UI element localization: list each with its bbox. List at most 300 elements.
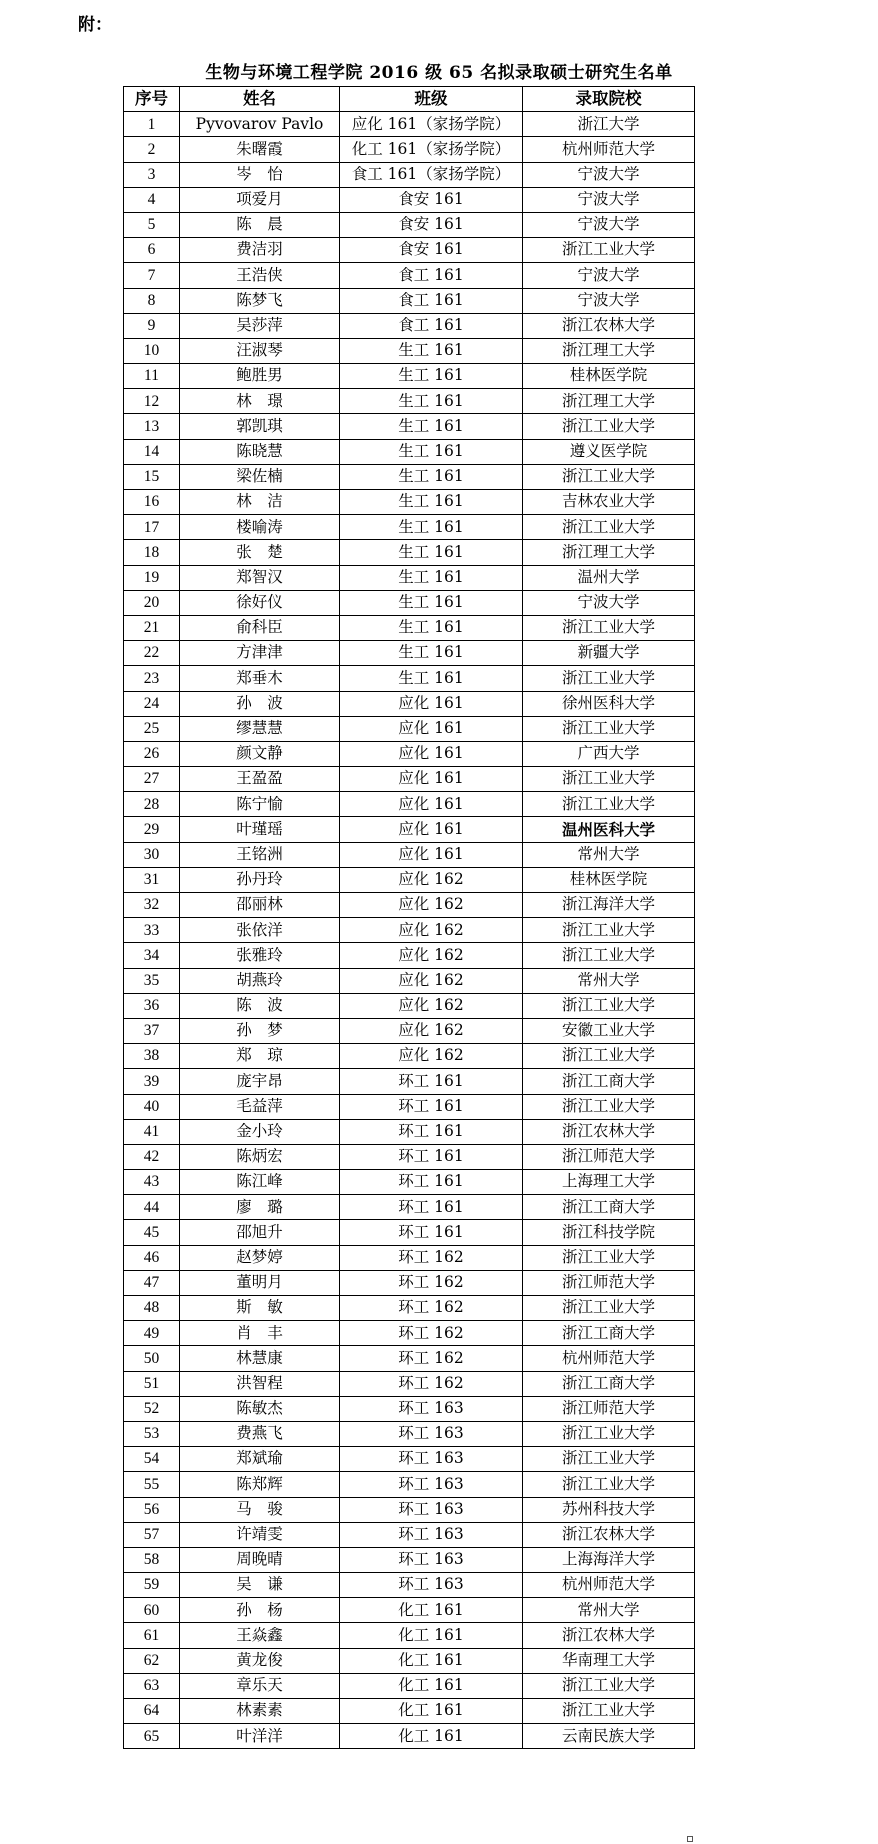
cell-class: 应化 162 <box>340 993 523 1018</box>
cell-class: 环工 161 <box>340 1069 523 1094</box>
table-row <box>124 1699 695 1724</box>
cell-name: 王焱鑫 <box>180 1623 340 1648</box>
cell-index: 19 <box>124 565 180 590</box>
table-header-row <box>124 87 695 112</box>
cell-university: 温州医科大学 <box>523 817 695 842</box>
cell-name: 周晚晴 <box>180 1547 340 1572</box>
table-row <box>124 590 695 615</box>
cell-index: 39 <box>124 1069 180 1094</box>
cell-name: 方津津 <box>180 641 340 666</box>
table-row <box>124 1522 695 1547</box>
cell-name: 郑垂木 <box>180 666 340 691</box>
cell-class: 食工 161 <box>340 288 523 313</box>
cell-university: 浙江工业大学 <box>523 666 695 691</box>
cell-name: 孙 波 <box>180 691 340 716</box>
cell-university: 浙江农林大学 <box>523 1119 695 1144</box>
cell-index: 27 <box>124 767 180 792</box>
cell-class: 应化 161 <box>340 767 523 792</box>
cell-class: 环工 162 <box>340 1321 523 1346</box>
cell-class: 环工 163 <box>340 1497 523 1522</box>
cell-name: 吴 谦 <box>180 1573 340 1598</box>
cell-index: 28 <box>124 792 180 817</box>
cell-university: 桂林医学院 <box>523 867 695 892</box>
cell-university: 吉林农业大学 <box>523 490 695 515</box>
cell-index: 2 <box>124 137 180 162</box>
cell-index: 20 <box>124 590 180 615</box>
cell-university: 浙江工商大学 <box>523 1069 695 1094</box>
cell-class: 应化 162 <box>340 1044 523 1069</box>
table-body <box>124 112 695 1749</box>
cell-university: 宁波大学 <box>523 162 695 187</box>
cell-university: 浙江工业大学 <box>523 238 695 263</box>
cell-class: 生工 161 <box>340 615 523 640</box>
table-row <box>124 691 695 716</box>
cell-index: 10 <box>124 338 180 363</box>
cell-university: 浙江工业大学 <box>523 1673 695 1698</box>
cell-class: 应化 161 <box>340 792 523 817</box>
cell-university: 浙江工商大学 <box>523 1321 695 1346</box>
cell-index: 64 <box>124 1699 180 1724</box>
cell-index: 50 <box>124 1346 180 1371</box>
cell-index: 63 <box>124 1673 180 1698</box>
cell-index: 18 <box>124 540 180 565</box>
page-corner-marker <box>687 1836 693 1842</box>
cell-university: 常州大学 <box>523 1598 695 1623</box>
cell-index: 29 <box>124 817 180 842</box>
cell-class: 生工 161 <box>340 590 523 615</box>
cell-university: 浙江师范大学 <box>523 1396 695 1421</box>
cell-class: 应化 161 <box>340 817 523 842</box>
cell-class: 环工 162 <box>340 1371 523 1396</box>
cell-university: 宁波大学 <box>523 288 695 313</box>
cell-index: 58 <box>124 1547 180 1572</box>
cell-index: 21 <box>124 615 180 640</box>
cell-index: 55 <box>124 1472 180 1497</box>
cell-index: 61 <box>124 1623 180 1648</box>
header-university: 录取院校 <box>523 87 695 112</box>
cell-university: 浙江海洋大学 <box>523 893 695 918</box>
table-row <box>124 1018 695 1043</box>
cell-class: 化工 161（家扬学院） <box>340 137 523 162</box>
cell-class: 环工 163 <box>340 1396 523 1421</box>
cell-university: 云南民族大学 <box>523 1724 695 1749</box>
cell-name: 孙丹玲 <box>180 867 340 892</box>
table-row <box>124 1094 695 1119</box>
cell-name: 廖 璐 <box>180 1195 340 1220</box>
cell-index: 47 <box>124 1270 180 1295</box>
cell-class: 应化 161 <box>340 842 523 867</box>
table-row <box>124 1724 695 1749</box>
document-title: 生物与环境工程学院 2016 级 65 名拟录取硕士研究生名单 <box>205 63 673 83</box>
cell-index: 49 <box>124 1321 180 1346</box>
cell-name: 毛益萍 <box>180 1094 340 1119</box>
cell-university: 安徽工业大学 <box>523 1018 695 1043</box>
cell-index: 17 <box>124 515 180 540</box>
cell-name: 项爱月 <box>180 187 340 212</box>
cell-class: 食工 161 <box>340 313 523 338</box>
cell-university: 浙江农林大学 <box>523 1522 695 1547</box>
cell-name: 黄龙俊 <box>180 1648 340 1673</box>
cell-name: 郑智汉 <box>180 565 340 590</box>
table-row <box>124 137 695 162</box>
table-row <box>124 212 695 237</box>
header-name: 姓名 <box>180 87 340 112</box>
cell-name: 俞科臣 <box>180 615 340 640</box>
table-row <box>124 338 695 363</box>
table-row <box>124 1421 695 1446</box>
cell-class: 应化 161 <box>340 741 523 766</box>
table-row <box>124 943 695 968</box>
cell-index: 31 <box>124 867 180 892</box>
cell-index: 32 <box>124 893 180 918</box>
cell-class: 环工 163 <box>340 1522 523 1547</box>
cell-index: 14 <box>124 439 180 464</box>
cell-class: 应化 162 <box>340 918 523 943</box>
cell-index: 56 <box>124 1497 180 1522</box>
cell-index: 60 <box>124 1598 180 1623</box>
table-row <box>124 641 695 666</box>
cell-class: 化工 161 <box>340 1648 523 1673</box>
cell-name: 王浩侠 <box>180 263 340 288</box>
table-row <box>124 1547 695 1572</box>
table-row <box>124 1673 695 1698</box>
cell-name: 郑 琼 <box>180 1044 340 1069</box>
table-row <box>124 1346 695 1371</box>
cell-class: 化工 161 <box>340 1724 523 1749</box>
cell-index: 11 <box>124 364 180 389</box>
cell-university: 浙江工业大学 <box>523 716 695 741</box>
table-row <box>124 162 695 187</box>
cell-university: 温州大学 <box>523 565 695 590</box>
cell-university: 浙江工业大学 <box>523 1699 695 1724</box>
cell-index: 4 <box>124 187 180 212</box>
cell-class: 应化 162 <box>340 867 523 892</box>
cell-name: 岑 怡 <box>180 162 340 187</box>
cell-class: 环工 161 <box>340 1220 523 1245</box>
table-row <box>124 288 695 313</box>
cell-name: 王铭洲 <box>180 842 340 867</box>
cell-name: 陈 晨 <box>180 212 340 237</box>
cell-university: 浙江工业大学 <box>523 1472 695 1497</box>
cell-university: 遵义医学院 <box>523 439 695 464</box>
cell-class: 食工 161（家扬学院） <box>340 162 523 187</box>
cell-class: 应化 161 <box>340 716 523 741</box>
cell-index: 54 <box>124 1447 180 1472</box>
table-row <box>124 313 695 338</box>
cell-index: 44 <box>124 1195 180 1220</box>
cell-name: 吴莎萍 <box>180 313 340 338</box>
table-row <box>124 1170 695 1195</box>
cell-class: 环工 163 <box>340 1573 523 1598</box>
cell-class: 食工 161 <box>340 263 523 288</box>
cell-name: 徐好仪 <box>180 590 340 615</box>
table-row <box>124 1472 695 1497</box>
cell-name: 林 洁 <box>180 490 340 515</box>
cell-class: 生工 161 <box>340 641 523 666</box>
table-row <box>124 1447 695 1472</box>
cell-index: 37 <box>124 1018 180 1043</box>
cell-class: 环工 162 <box>340 1296 523 1321</box>
cell-class: 生工 161 <box>340 666 523 691</box>
cell-name: Pyvovarov Pavlo <box>180 112 340 137</box>
table-row <box>124 490 695 515</box>
cell-university: 浙江科技学院 <box>523 1220 695 1245</box>
cell-index: 38 <box>124 1044 180 1069</box>
cell-class: 生工 161 <box>340 490 523 515</box>
table-row <box>124 540 695 565</box>
cell-class: 环工 161 <box>340 1144 523 1169</box>
cell-index: 41 <box>124 1119 180 1144</box>
table-row <box>124 792 695 817</box>
cell-index: 24 <box>124 691 180 716</box>
cell-name: 陈江峰 <box>180 1170 340 1195</box>
cell-university: 华南理工大学 <box>523 1648 695 1673</box>
table-row <box>124 439 695 464</box>
cell-name: 楼喻涛 <box>180 515 340 540</box>
cell-name: 胡燕玲 <box>180 968 340 993</box>
cell-university: 浙江大学 <box>523 112 695 137</box>
cell-index: 36 <box>124 993 180 1018</box>
cell-class: 环工 163 <box>340 1421 523 1446</box>
cell-index: 7 <box>124 263 180 288</box>
cell-class: 环工 161 <box>340 1170 523 1195</box>
cell-name: 孙 杨 <box>180 1598 340 1623</box>
table-row <box>124 1396 695 1421</box>
cell-name: 鲍胜男 <box>180 364 340 389</box>
cell-university: 浙江工业大学 <box>523 1044 695 1069</box>
cell-index: 13 <box>124 414 180 439</box>
cell-index: 45 <box>124 1220 180 1245</box>
cell-class: 生工 161 <box>340 389 523 414</box>
cell-index: 43 <box>124 1170 180 1195</box>
cell-university: 浙江农林大学 <box>523 313 695 338</box>
cell-university: 杭州师范大学 <box>523 1573 695 1598</box>
header-index: 序号 <box>124 87 180 112</box>
table-row <box>124 1119 695 1144</box>
cell-university: 浙江师范大学 <box>523 1270 695 1295</box>
table-row <box>124 1195 695 1220</box>
cell-name: 颜文静 <box>180 741 340 766</box>
table-row <box>124 263 695 288</box>
cell-university: 宁波大学 <box>523 212 695 237</box>
table-row <box>124 238 695 263</box>
cell-name: 林素素 <box>180 1699 340 1724</box>
cell-name: 叶瑾瑶 <box>180 817 340 842</box>
cell-university: 浙江工业大学 <box>523 1447 695 1472</box>
cell-university: 浙江理工大学 <box>523 389 695 414</box>
cell-university: 浙江工业大学 <box>523 1296 695 1321</box>
cell-university: 浙江工商大学 <box>523 1195 695 1220</box>
cell-name: 庞宇昂 <box>180 1069 340 1094</box>
cell-university: 常州大学 <box>523 842 695 867</box>
cell-name: 马 骏 <box>180 1497 340 1522</box>
admission-table-container <box>123 86 695 1749</box>
cell-class: 环工 161 <box>340 1119 523 1144</box>
header-class: 班级 <box>340 87 523 112</box>
cell-name: 斯 敏 <box>180 1296 340 1321</box>
table-row <box>124 389 695 414</box>
cell-university: 杭州师范大学 <box>523 137 695 162</box>
table-row <box>124 1371 695 1396</box>
cell-name: 陈炳宏 <box>180 1144 340 1169</box>
table-row <box>124 716 695 741</box>
cell-class: 生工 161 <box>340 515 523 540</box>
cell-name: 金小玲 <box>180 1119 340 1144</box>
cell-university: 浙江理工大学 <box>523 338 695 363</box>
cell-name: 洪智程 <box>180 1371 340 1396</box>
table-row <box>124 1245 695 1270</box>
cell-class: 环工 163 <box>340 1472 523 1497</box>
table-row <box>124 1220 695 1245</box>
cell-university: 浙江工业大学 <box>523 993 695 1018</box>
cell-name: 陈 波 <box>180 993 340 1018</box>
table-row <box>124 842 695 867</box>
cell-index: 6 <box>124 238 180 263</box>
table-row <box>124 993 695 1018</box>
table-row <box>124 414 695 439</box>
cell-class: 生工 161 <box>340 439 523 464</box>
table-row <box>124 1144 695 1169</box>
cell-index: 46 <box>124 1245 180 1270</box>
cell-index: 51 <box>124 1371 180 1396</box>
cell-class: 环工 162 <box>340 1346 523 1371</box>
cell-university: 浙江工业大学 <box>523 615 695 640</box>
cell-class: 环工 161 <box>340 1195 523 1220</box>
cell-name: 费燕飞 <box>180 1421 340 1446</box>
cell-university: 宁波大学 <box>523 263 695 288</box>
cell-university: 桂林医学院 <box>523 364 695 389</box>
cell-name: 郑斌瑜 <box>180 1447 340 1472</box>
cell-class: 生工 161 <box>340 338 523 363</box>
table-row <box>124 1296 695 1321</box>
cell-class: 环工 161 <box>340 1094 523 1119</box>
cell-index: 9 <box>124 313 180 338</box>
cell-university: 浙江工业大学 <box>523 515 695 540</box>
cell-name: 郭凯琪 <box>180 414 340 439</box>
cell-name: 邵旭升 <box>180 1220 340 1245</box>
cell-index: 30 <box>124 842 180 867</box>
cell-class: 环工 162 <box>340 1270 523 1295</box>
cell-name: 缪慧慧 <box>180 716 340 741</box>
attachment-label: 附： <box>78 15 112 35</box>
cell-university: 宁波大学 <box>523 187 695 212</box>
cell-name: 林慧康 <box>180 1346 340 1371</box>
cell-name: 陈宁愉 <box>180 792 340 817</box>
cell-university: 宁波大学 <box>523 590 695 615</box>
table-row <box>124 893 695 918</box>
table-row <box>124 867 695 892</box>
cell-university: 浙江工业大学 <box>523 414 695 439</box>
cell-name: 张依洋 <box>180 918 340 943</box>
cell-name: 张 楚 <box>180 540 340 565</box>
cell-university: 浙江理工大学 <box>523 540 695 565</box>
table-row <box>124 565 695 590</box>
cell-index: 59 <box>124 1573 180 1598</box>
table-row <box>124 968 695 993</box>
cell-university: 浙江工商大学 <box>523 1371 695 1396</box>
cell-index: 16 <box>124 490 180 515</box>
cell-university: 浙江工业大学 <box>523 767 695 792</box>
cell-class: 化工 161 <box>340 1623 523 1648</box>
cell-name: 王盈盈 <box>180 767 340 792</box>
cell-university: 浙江工业大学 <box>523 792 695 817</box>
table-row <box>124 666 695 691</box>
cell-university: 徐州医科大学 <box>523 691 695 716</box>
cell-class: 应化 162 <box>340 893 523 918</box>
cell-class: 生工 161 <box>340 464 523 489</box>
cell-name: 陈梦飞 <box>180 288 340 313</box>
table-row <box>124 364 695 389</box>
cell-class: 应化 161（家扬学院） <box>340 112 523 137</box>
cell-index: 22 <box>124 641 180 666</box>
cell-index: 62 <box>124 1648 180 1673</box>
cell-class: 食安 161 <box>340 187 523 212</box>
cell-class: 化工 161 <box>340 1699 523 1724</box>
cell-class: 生工 161 <box>340 540 523 565</box>
cell-university: 上海海洋大学 <box>523 1547 695 1572</box>
cell-university: 浙江工业大学 <box>523 918 695 943</box>
cell-university: 浙江工业大学 <box>523 1094 695 1119</box>
table-row <box>124 515 695 540</box>
table-row <box>124 1648 695 1673</box>
cell-class: 应化 162 <box>340 1018 523 1043</box>
cell-class: 化工 161 <box>340 1598 523 1623</box>
cell-index: 8 <box>124 288 180 313</box>
table-row <box>124 1497 695 1522</box>
table-row <box>124 817 695 842</box>
cell-index: 65 <box>124 1724 180 1749</box>
cell-class: 食安 161 <box>340 238 523 263</box>
cell-index: 3 <box>124 162 180 187</box>
cell-name: 肖 丰 <box>180 1321 340 1346</box>
cell-name: 许靖雯 <box>180 1522 340 1547</box>
cell-name: 赵梦婷 <box>180 1245 340 1270</box>
table-row <box>124 1573 695 1598</box>
cell-index: 15 <box>124 464 180 489</box>
cell-name: 林 璟 <box>180 389 340 414</box>
cell-index: 25 <box>124 716 180 741</box>
cell-class: 化工 161 <box>340 1673 523 1698</box>
cell-university: 浙江工业大学 <box>523 943 695 968</box>
table-row <box>124 112 695 137</box>
table-row <box>124 1069 695 1094</box>
cell-university: 杭州师范大学 <box>523 1346 695 1371</box>
cell-class: 应化 162 <box>340 943 523 968</box>
table-row <box>124 615 695 640</box>
cell-class: 应化 161 <box>340 691 523 716</box>
cell-index: 53 <box>124 1421 180 1446</box>
table-row <box>124 187 695 212</box>
cell-name: 张雅玲 <box>180 943 340 968</box>
cell-university: 浙江工业大学 <box>523 1421 695 1446</box>
cell-name: 梁佐楠 <box>180 464 340 489</box>
cell-index: 26 <box>124 741 180 766</box>
cell-name: 邵丽林 <box>180 893 340 918</box>
table-row <box>124 464 695 489</box>
table-row <box>124 1321 695 1346</box>
cell-name: 朱曙霞 <box>180 137 340 162</box>
table-row <box>124 1044 695 1069</box>
cell-university: 常州大学 <box>523 968 695 993</box>
cell-class: 环工 163 <box>340 1447 523 1472</box>
cell-index: 48 <box>124 1296 180 1321</box>
cell-class: 环工 163 <box>340 1547 523 1572</box>
table-row <box>124 1623 695 1648</box>
cell-class: 生工 161 <box>340 364 523 389</box>
table-row <box>124 767 695 792</box>
cell-class: 生工 161 <box>340 565 523 590</box>
cell-university: 新疆大学 <box>523 641 695 666</box>
